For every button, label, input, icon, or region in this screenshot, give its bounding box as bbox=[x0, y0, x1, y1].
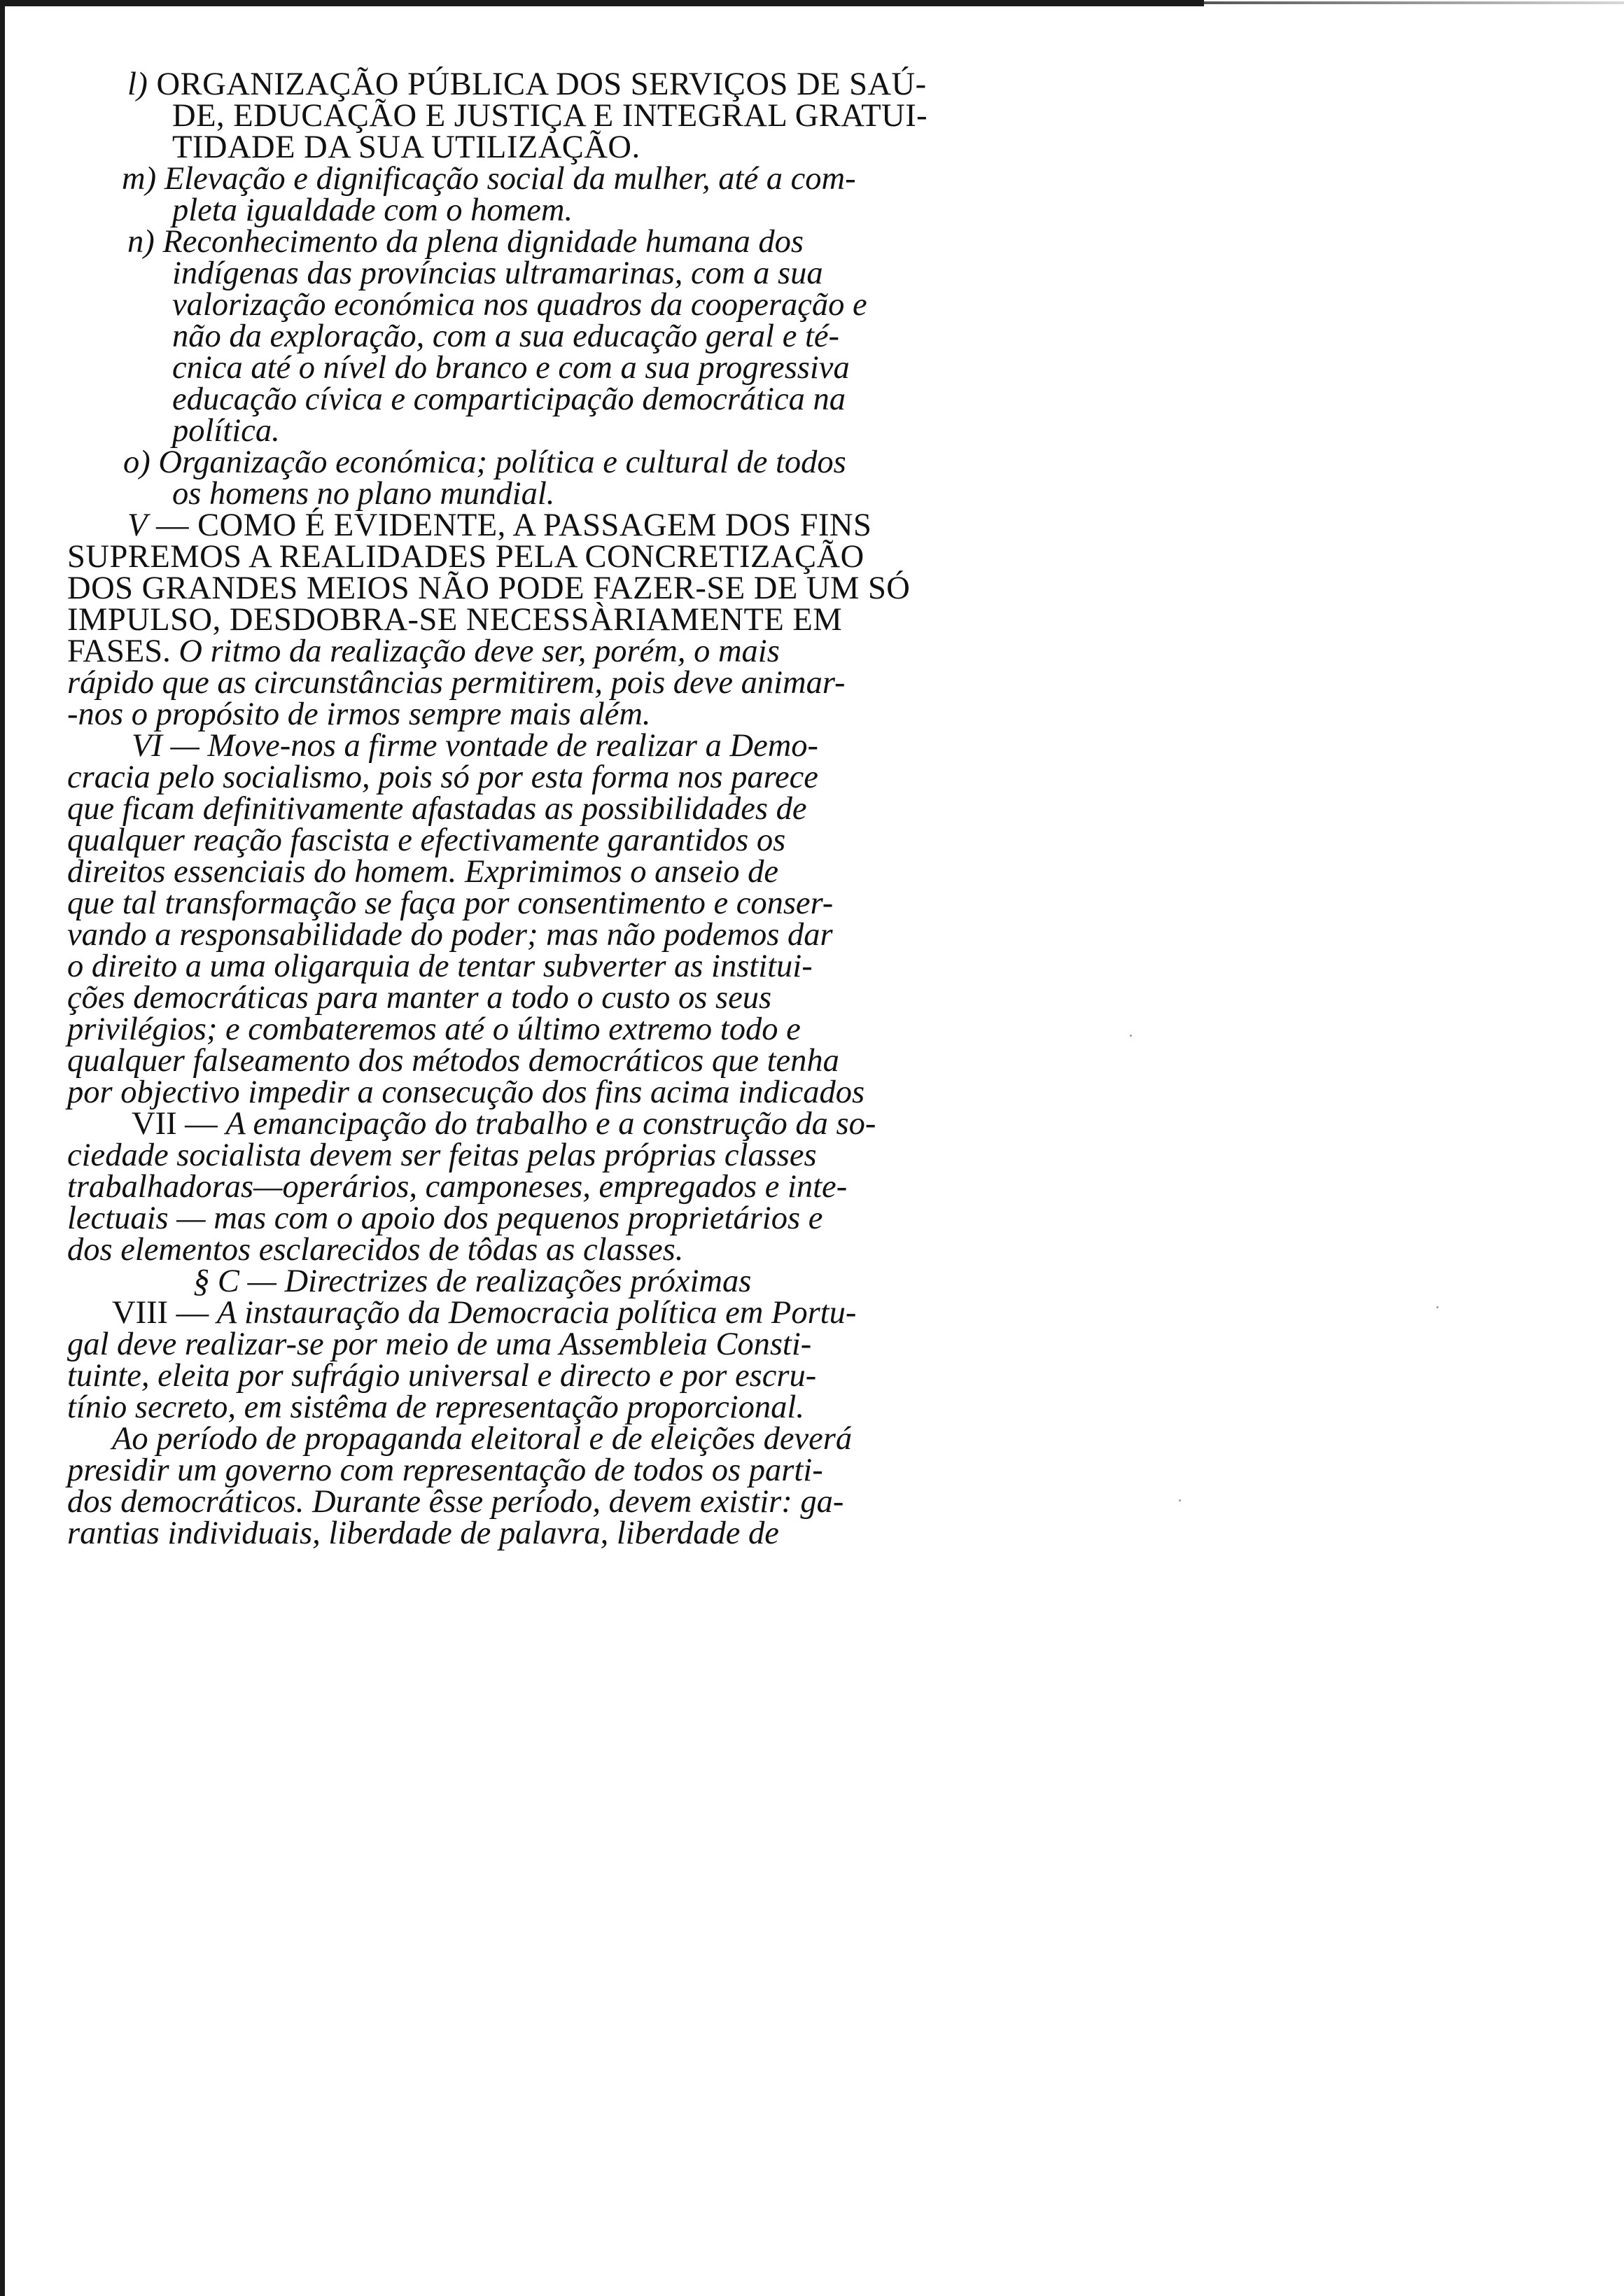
text-run: ORGANIZAÇÃO PÚBLICA DOS SERVIÇOS DE SAÚ- bbox=[148, 66, 927, 102]
text-line: qualquer falseamento dos métodos democráticos que tenha bbox=[67, 1043, 839, 1079]
text-line: n) Reconhecimento da plena dignidade humana dos bbox=[127, 224, 804, 260]
text-line: VI — Move-nos a firme vontade de realizar a Demo- bbox=[132, 728, 819, 764]
text-line: valorização económica nos quadros da cooperação e bbox=[172, 287, 867, 323]
text-line: cracia pelo socialismo, pois só por esta forma nos parece bbox=[67, 760, 818, 795]
text-line: TIDADE DA SUA UTILIZAÇÃO. bbox=[172, 130, 640, 165]
text-line: lectuais — mas com o apoio dos pequenos proprietários e bbox=[67, 1200, 823, 1236]
text-line: política. bbox=[172, 413, 280, 449]
text-line: tuinte, eleita por sufrágio universal e directo e por escru- bbox=[67, 1358, 817, 1394]
text-line: presidir um governo com representação de todos os parti- bbox=[67, 1452, 823, 1488]
text-line: Ao período de propaganda eleitoral e de eleições deverá bbox=[112, 1421, 853, 1457]
text-line: que ficam definitivamente afastadas as possibilidades de bbox=[67, 791, 807, 827]
text-line: dos elementos esclarecidos de tôdas as classes. bbox=[67, 1232, 684, 1268]
text-line: o direito a uma oligarquia de tentar subverter as institui- bbox=[67, 948, 813, 984]
text-line: -nos o propósito de irmos sempre mais além. bbox=[67, 696, 651, 732]
text-line bbox=[67, 1108, 1061, 1140]
text-line bbox=[67, 636, 1061, 667]
text-line: por objectivo impedir a consecução dos fins acima indicados bbox=[67, 1074, 865, 1110]
text-line bbox=[67, 66, 1061, 102]
text-line: qualquer reação fascista e efectivamente garantidos os bbox=[67, 822, 786, 858]
section-heading: § C — Directrizes de realizações próximas bbox=[193, 1264, 752, 1299]
text-line: pleta igualdade com o homem. bbox=[172, 192, 573, 228]
scan-speck bbox=[1436, 1306, 1438, 1308]
text-line: dos democráticos. Durante êsse período, devem existir: ga- bbox=[67, 1484, 844, 1520]
text-run: A instauração da Democracia política em Portu- bbox=[216, 1295, 857, 1331]
text-line: privilégios; e combateremos até o último extremo todo e bbox=[67, 1011, 801, 1047]
text-run: FASES. bbox=[67, 634, 179, 669]
text-run: V bbox=[127, 507, 148, 543]
text-line: trabalhadoras—operários, camponeses, empregados e inte- bbox=[67, 1169, 848, 1205]
text-run: O ritmo da realização deve ser, porém, o mais bbox=[178, 634, 780, 669]
text-line: que tal transformação se faça por consentimento e conser- bbox=[67, 886, 834, 921]
text-line: DE, EDUCAÇÃO E JUSTIÇA E INTEGRAL GRATUI- bbox=[172, 98, 928, 134]
scan-speck bbox=[1179, 1499, 1181, 1502]
text-line: cnica até o nível do branco e com a sua progressiva bbox=[172, 350, 850, 386]
text-run: VIII — bbox=[112, 1295, 217, 1331]
text-line: os homens no plano mundial. bbox=[172, 476, 555, 512]
text-line bbox=[67, 1297, 1061, 1329]
text-line: direitos essenciais do homem. Exprimimos o anseio de bbox=[67, 854, 778, 890]
text-line: SUPREMOS A REALIDADES PELA CONCRETIZAÇÃO bbox=[67, 539, 864, 575]
text-line: indígenas das províncias ultramarinas, com a sua bbox=[172, 255, 823, 291]
text-line: tínio secreto, em sistêma de representação proporcional. bbox=[67, 1390, 804, 1425]
text-line: rápido que as circunstâncias permitirem, pois deve animar- bbox=[67, 665, 846, 701]
text-line: educação cívica e comparticipação democrática na bbox=[172, 382, 846, 417]
text-line: ciedade socialista devem ser feitas pelas próprias classes bbox=[67, 1138, 817, 1173]
text-run: VII — bbox=[132, 1106, 226, 1142]
text-line: DOS GRANDES MEIOS NÃO PODE FAZER-SE DE UM SÓ bbox=[67, 570, 911, 606]
text-line: m) Elevação e dignificação social da mulher, até a com- bbox=[122, 161, 856, 197]
text-run: l) bbox=[127, 66, 148, 102]
text-line: IMPULSO, DESDOBRA-SE NECESSÀRIAMENTE EM bbox=[67, 602, 843, 638]
text-line: gal deve realizar-se por meio de uma Assembleia Consti- bbox=[67, 1326, 812, 1362]
text-line: não da exploração, com a sua educação geral e té- bbox=[172, 318, 840, 354]
text-line bbox=[67, 507, 1061, 543]
document-text bbox=[67, 66, 1061, 1551]
text-line: o) Organização económica; política e cultural de todos bbox=[123, 444, 846, 480]
text-run: — COMO É EVIDENTE, A PASSAGEM DOS FINS bbox=[147, 507, 872, 543]
scan-border-top-fade bbox=[1204, 1, 1624, 4]
scan-speck bbox=[1130, 1035, 1132, 1037]
text-line: rantias individuais, liberdade de palavra, liberdade de bbox=[67, 1516, 779, 1551]
scan-border-top bbox=[0, 0, 1204, 6]
scan-border-left bbox=[0, 0, 5, 2296]
text-line: vando a responsabilidade do poder; mas não podemos dar bbox=[67, 917, 833, 953]
text-line: ções democráticas para manter a todo o custo os seus bbox=[67, 980, 772, 1016]
text-run: A emancipação do trabalho e a construção da so- bbox=[225, 1106, 876, 1142]
